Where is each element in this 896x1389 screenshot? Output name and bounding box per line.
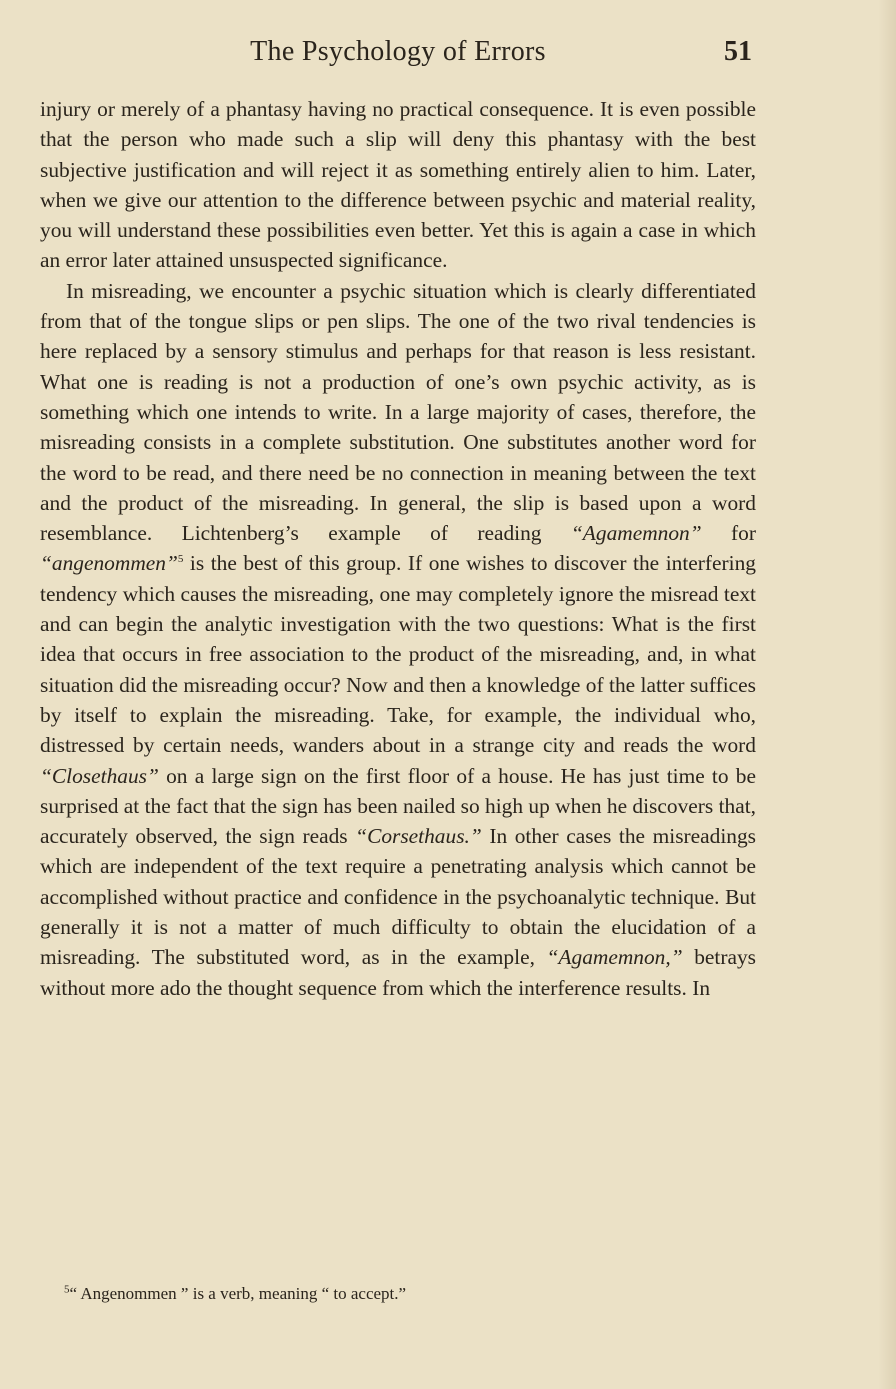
body-text [40, 94, 756, 1003]
angenommen-quote: “angenommen” [40, 551, 178, 576]
paragraph-2-text-4: on a large sign on the first floor of a house. He has just time to be surprised at the fact that the sign has been nailed so high up when he discovers that, accurately observed, the sign reads [40, 763, 756, 849]
paragraph-2-text-2: for [701, 521, 756, 546]
footnote [64, 1283, 754, 1305]
closethaus-quote: “Closethaus” [40, 763, 159, 788]
page-header [40, 36, 756, 76]
page-edge-shadow [878, 0, 896, 1389]
corsethaus-quote: “Corsethaus.” [355, 824, 482, 849]
footnote-reference: 5 [177, 553, 184, 566]
page-number: 51 [724, 36, 752, 67]
paragraph-2-text-6: betrays without more ado the thought sequence from which the interference results. In [40, 945, 756, 1000]
footnote-marker: 5 [64, 1283, 70, 1296]
paragraph-2-text-1: In misreading, we encounter a psychic situation which is clearly differentiated from that of the tongue slips or pen slips. The one of the two rival tendencies is here replaced by a sensory stimulus and perhaps for that reason is less resistant. What one is reading is not a production of one’s own psychic activity, as is something which one intends to write. In a large majority of cases, therefore, the misreading consists in a complete substitution. One substitutes another word for the word to be read, and there need be no connection in meaning between the text and the product of the misreading. In general, the slip is based upon a word resemblance. Lichtenberg’s example of reading [40, 278, 756, 546]
agamemnon-quote-2: “Agamemnon,” [546, 945, 683, 970]
paragraph-1 [40, 94, 756, 276]
footnote-text: “ Angenommen ” is a verb, meaning “ to accept.” [69, 1284, 407, 1303]
agamemnon-quote: “Agamemnon” [570, 521, 702, 546]
paragraph-2-text-5: In other cases the misreadings which are independent of the text require a penetrating analysis which cannot be accomplished without practice and confidence in the psychoanalytic technique. But generally it is not a matter of much difficulty to obtain the elucidation of a misreading. The substituted word, as in the example, [40, 824, 756, 970]
paragraph-2-text-3: is the best of this group. If one wishes to discover the interfering tendency which causes the misreading, one may completely ignore the misread text and can begin the analytic investigation with the two questions: What is the first idea that occurs in free association to the product of the misreading, and, in what situation did the misreading occur? Now and then a knowledge of the latter suffices by itself to explain the misreading. Take, for example, the individual who, distressed by certain needs, wanders about in a strange city and reads the word [40, 551, 756, 758]
running-title: The Psychology of Errors [250, 36, 546, 67]
paragraph-1-text: injury or merely of a phantasy having no practical consequence. It is even possible that the person who made such a slip will deny this phantasy with the best subjective justification and will reject it as something entirely alien to him. Later, when we give our attention to the difference between psychic and material reality, you will understand these possibilities even better. Yet this is again a case in which an error later attained unsuspected significance. [40, 97, 756, 273]
paragraph-2 [40, 276, 756, 1003]
